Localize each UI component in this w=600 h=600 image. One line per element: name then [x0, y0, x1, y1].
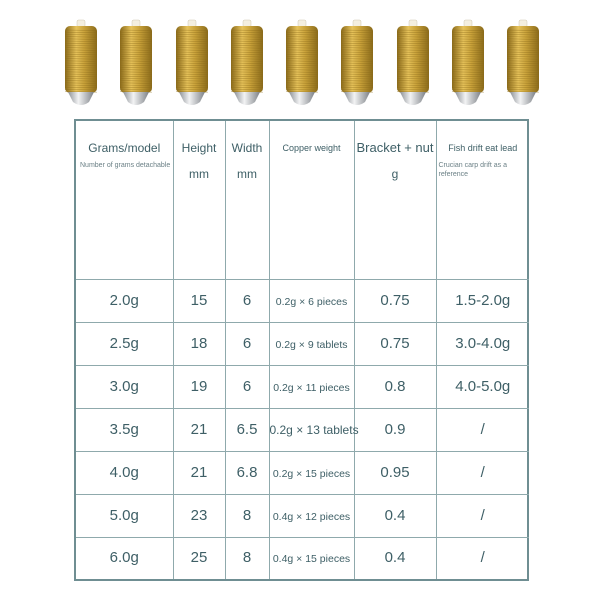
brass-sinker-icon: [283, 18, 321, 110]
cell-grams: [76, 537, 173, 579]
cell-fish-drift-value: 1.5-2.0g: [455, 291, 511, 309]
brass-sinker-icon: [338, 18, 376, 110]
cell-bracket-nut: [354, 537, 436, 579]
cell-bracket-nut: [354, 494, 436, 537]
table-row: [76, 322, 529, 365]
brass-sinker-icon: [173, 18, 211, 110]
header-height-unit: mm: [189, 167, 209, 181]
header-width-unit: mm: [237, 167, 257, 181]
table-header-row: [76, 121, 529, 279]
cell-copper-weight-value: 0.2g × 13 tablets: [269, 422, 359, 437]
cell-copper-weight-value: 0.2g × 6 pieces: [275, 295, 348, 308]
cell-height-value: 15: [190, 291, 208, 309]
header-fish-drift-sub: Crucian carp drift as a reference: [438, 162, 507, 178]
cell-height-value: 21: [190, 463, 208, 481]
brass-sinker-icon: [228, 18, 266, 110]
cell-height: [173, 365, 225, 408]
cell-fish-drift-value: /: [480, 420, 485, 438]
brass-sinker-icon: [62, 18, 100, 110]
cell-height: [173, 494, 225, 537]
spec-table-frame: [74, 119, 529, 581]
cell-bracket-nut-value: 0.75: [380, 291, 410, 309]
cell-height: [173, 537, 225, 579]
header-grams-model-label: Grams/model: [88, 141, 161, 155]
header-height-label: Height: [181, 141, 217, 155]
cell-copper-weight-value: 0.4g × 15 pieces: [272, 553, 351, 566]
cell-copper-weight: [269, 494, 354, 537]
cell-fish-drift: [436, 537, 529, 579]
header-copper-weight: [269, 121, 354, 279]
brass-sinker-icon: [117, 18, 155, 110]
cell-copper-weight: [269, 279, 354, 322]
cell-grams: [76, 494, 173, 537]
cell-width-value: 6: [242, 334, 252, 352]
cell-width: [225, 408, 269, 451]
cell-width: [225, 494, 269, 537]
cell-copper-weight: [269, 451, 354, 494]
cell-grams-value: 3.5g: [109, 420, 139, 438]
cell-width-value: 6: [242, 291, 252, 309]
cell-height: [173, 408, 225, 451]
brass-sinker-icon: [504, 18, 542, 110]
header-copper-weight-label: Copper weight: [282, 143, 341, 153]
table-row: [76, 408, 529, 451]
cell-width: [225, 451, 269, 494]
cell-width-value: 8: [242, 506, 252, 524]
cell-bracket-nut-value: 0.95: [380, 463, 410, 481]
cell-grams: [76, 365, 173, 408]
spec-table: [76, 121, 529, 579]
header-bracket-nut-unit: g: [391, 167, 399, 181]
cell-height-value: 18: [190, 334, 208, 352]
cell-grams: [76, 279, 173, 322]
cell-grams: [76, 451, 173, 494]
cell-bracket-nut: [354, 279, 436, 322]
product-sinkers-row: [62, 18, 542, 110]
cell-copper-weight: [269, 408, 359, 451]
cell-fish-drift: [436, 322, 529, 365]
brass-sinker-icon: [394, 18, 432, 110]
cell-width: [225, 322, 269, 365]
cell-grams-value: 6.0g: [109, 549, 139, 567]
cell-copper-weight-value: 0.4g × 12 pieces: [272, 510, 351, 523]
cell-height-value: 25: [190, 549, 208, 567]
header-bracket-nut: [354, 121, 436, 279]
cell-fish-drift-value: 3.0-4.0g: [455, 334, 511, 352]
cell-bracket-nut-value: 0.75: [380, 334, 410, 352]
cell-width-value: 6: [242, 377, 252, 395]
header-grams-model: [76, 121, 173, 279]
cell-bracket-nut: [354, 365, 436, 408]
cell-width-value: 6.8: [236, 463, 258, 481]
cell-copper-weight: [269, 322, 354, 365]
cell-bracket-nut: [354, 322, 436, 365]
header-fish-drift-label: Fish drift eat lead: [448, 143, 518, 153]
cell-copper-weight-value: 0.2g × 11 pieces: [273, 381, 350, 394]
cell-fish-drift: [436, 494, 529, 537]
cell-grams-value: 2.0g: [109, 291, 139, 309]
cell-fish-drift: [436, 365, 529, 408]
cell-height: [173, 322, 225, 365]
cell-grams: [76, 322, 173, 365]
cell-copper-weight: [269, 537, 354, 579]
table-row: [76, 494, 529, 537]
cell-bracket-nut-value: 0.8: [384, 377, 406, 395]
cell-height-value: 21: [190, 420, 208, 438]
cell-bracket-nut-value: 0.9: [384, 420, 406, 438]
header-width: [225, 121, 269, 279]
cell-height-value: 19: [190, 377, 208, 395]
cell-grams-value: 3.0g: [109, 377, 139, 395]
header-width-label: Width: [231, 141, 263, 155]
cell-copper-weight: [269, 365, 354, 408]
cell-width: [225, 279, 269, 322]
cell-fish-drift: [436, 451, 529, 494]
cell-grams-value: 4.0g: [109, 463, 139, 481]
cell-height: [173, 451, 225, 494]
cell-bracket-nut: [354, 408, 436, 451]
table-row: [76, 365, 529, 408]
cell-grams: [76, 408, 173, 451]
cell-bracket-nut: [354, 451, 436, 494]
brass-sinker-icon: [449, 18, 487, 110]
cell-bracket-nut-value: 0.4: [384, 506, 406, 524]
cell-copper-weight-value: 0.2g × 9 tablets: [275, 338, 348, 351]
cell-width-value: 8: [242, 549, 252, 567]
cell-height-value: 23: [190, 506, 208, 524]
cell-copper-weight-value: 0.2g × 15 pieces: [272, 467, 351, 480]
cell-grams-value: 2.5g: [109, 334, 139, 352]
cell-height: [173, 279, 225, 322]
cell-width: [225, 365, 269, 408]
table-row: [76, 451, 529, 494]
cell-bracket-nut-value: 0.4: [384, 549, 406, 567]
cell-fish-drift: [436, 408, 529, 451]
cell-width: [225, 537, 269, 579]
table-row: [76, 279, 529, 322]
cell-width-value: 6.5: [236, 420, 258, 438]
table-row: [76, 537, 529, 579]
header-grams-model-sub: Number of grams detachable: [80, 162, 171, 169]
header-height: [173, 121, 225, 279]
cell-fish-drift-value: /: [480, 506, 485, 524]
cell-fish-drift-value: /: [480, 463, 485, 481]
cell-fish-drift-value: 4.0-5.0g: [455, 377, 511, 395]
header-fish-drift: [436, 121, 529, 279]
cell-fish-drift: [436, 279, 529, 322]
cell-fish-drift-value: /: [480, 549, 485, 567]
cell-grams-value: 5.0g: [109, 506, 139, 524]
header-bracket-nut-label: Bracket + nut: [356, 140, 434, 155]
